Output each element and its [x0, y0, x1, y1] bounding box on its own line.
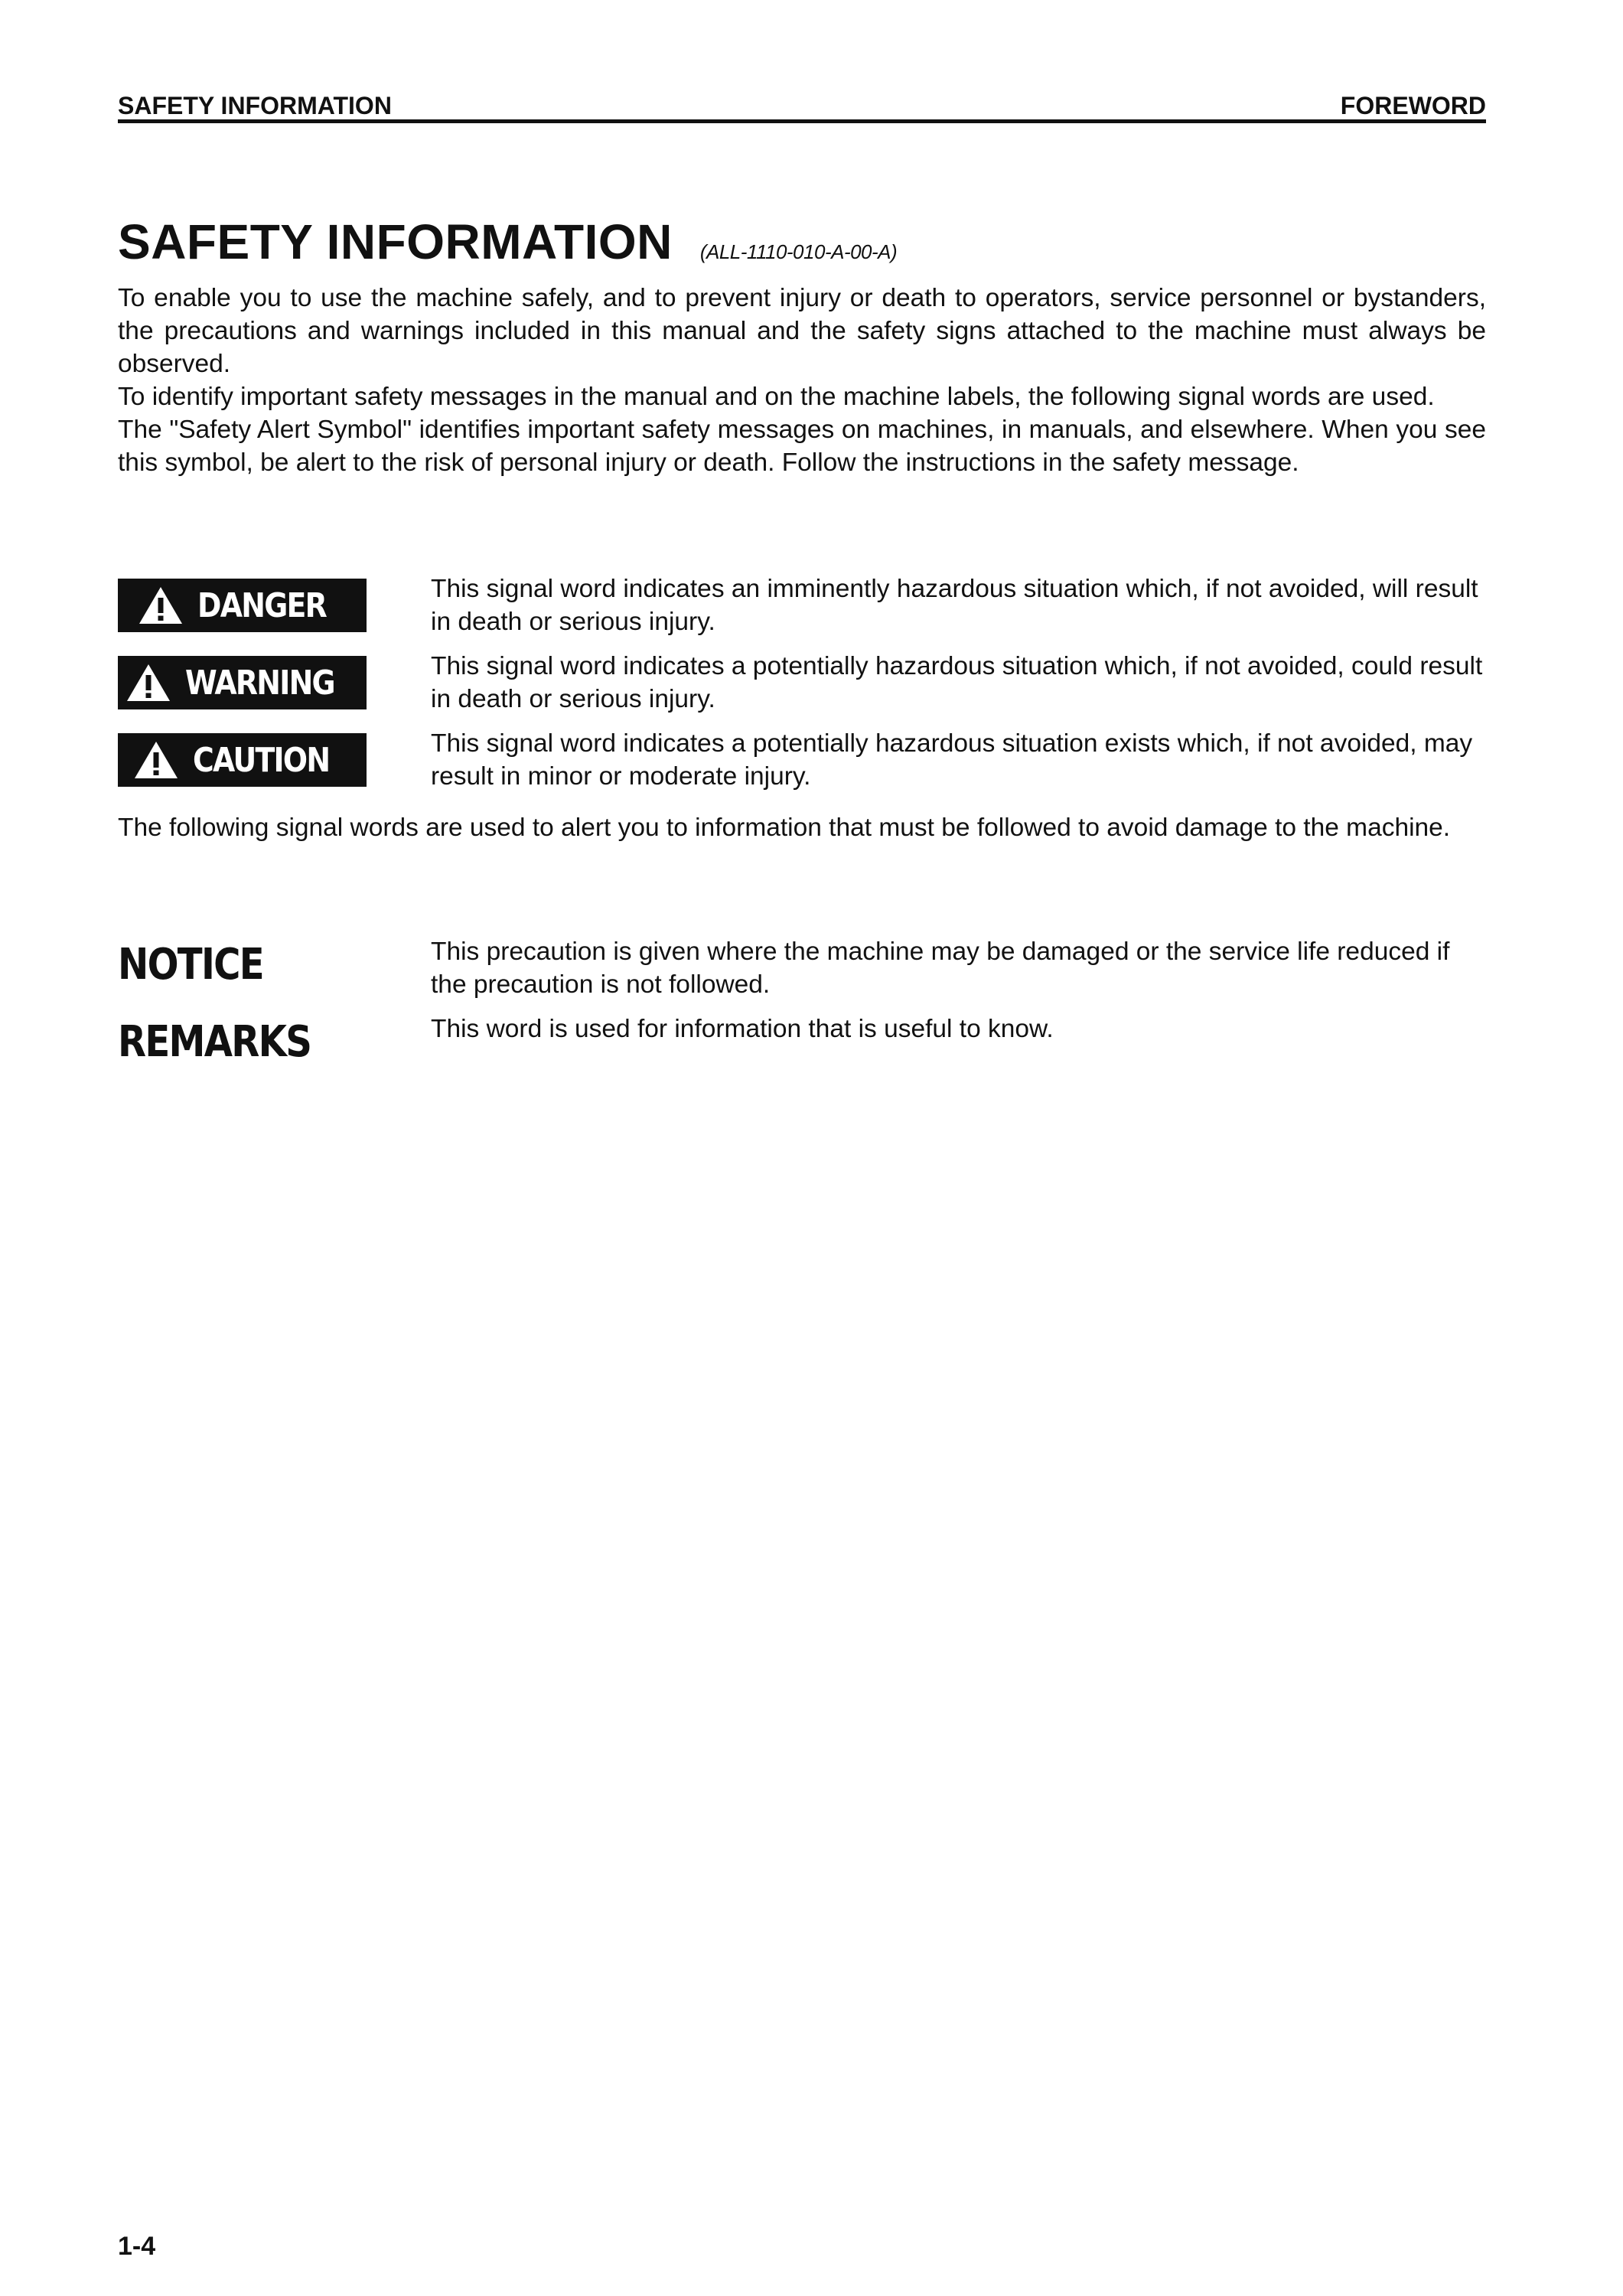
- signal-row-danger: [118, 572, 1486, 638]
- signal-row-caution: [118, 727, 1486, 793]
- danger-badge: [118, 579, 367, 632]
- damage-signal-intro: The following signal words are used to alert you to information that must be followed to avoid damage to the machine.: [118, 814, 1451, 842]
- intro-text: [118, 282, 1486, 479]
- intro-paragraph-2: To identify important safety messages in the manual and on the machine labels, the following signal words are used.: [118, 383, 1435, 411]
- warning-triangle-icon: [133, 740, 179, 780]
- header-section-title: SAFETY INFORMATION: [118, 92, 392, 119]
- signal-row-warning: [118, 650, 1486, 716]
- signal-word-table: [118, 572, 1486, 804]
- danger-label: DANGER: [197, 585, 326, 625]
- running-header: [118, 89, 1486, 123]
- intro-paragraph-3: The "Safety Alert Symbol" identifies important safety messages on machines, in manuals, and elsewhere. When you see this symbol, be alert to the risk of personal injury or death. Follow the instructions in the safety message.: [118, 416, 1486, 477]
- page-title: SAFETY INFORMATION: [118, 214, 673, 269]
- page-number: 1-4: [118, 2232, 156, 2261]
- document-code: (ALL-1110-010-A-00-A): [699, 240, 898, 263]
- header-chapter-title: FOREWORD: [1340, 92, 1486, 119]
- remarks-row: [118, 1013, 1486, 1071]
- warning-triangle-icon: [138, 585, 184, 625]
- warning-description: This signal word indicates a potentially hazardous situation which, if not avoided, could result in death or serious injury.: [431, 652, 1483, 713]
- intro-paragraph-1: To enable you to use the machine safely, and to prevent injury or death to operators, service personnel or bystanders, the precautions and warnings included in this manual and the safety signs attached to the machine must always be observed.: [118, 284, 1486, 378]
- notice-word-table: [118, 935, 1486, 1082]
- remarks-label: REMARKS: [118, 1017, 311, 1067]
- remarks-description: This word is used for information that is useful to know.: [431, 1015, 1054, 1043]
- warning-triangle-icon: [125, 663, 171, 703]
- caution-label: CAUTION: [192, 740, 330, 780]
- warning-badge: [118, 656, 367, 709]
- caution-description: This signal word indicates a potentially hazardous situation exists which, if not avoided, may result in minor or moderate injury.: [431, 729, 1473, 791]
- warning-label: WARNING: [185, 663, 335, 703]
- manual-page: [118, 0, 1486, 2296]
- notice-description: This precaution is given where the machine may be damaged or the service life reduced if the precaution is not followed.: [431, 938, 1450, 999]
- danger-description: This signal word indicates an imminently hazardous situation which, if not avoided, will result in death or serious injury.: [431, 575, 1478, 636]
- notice-label: NOTICE: [118, 940, 263, 990]
- caution-badge: [118, 733, 367, 787]
- notice-row: [118, 935, 1486, 1001]
- section-heading: [118, 213, 897, 271]
